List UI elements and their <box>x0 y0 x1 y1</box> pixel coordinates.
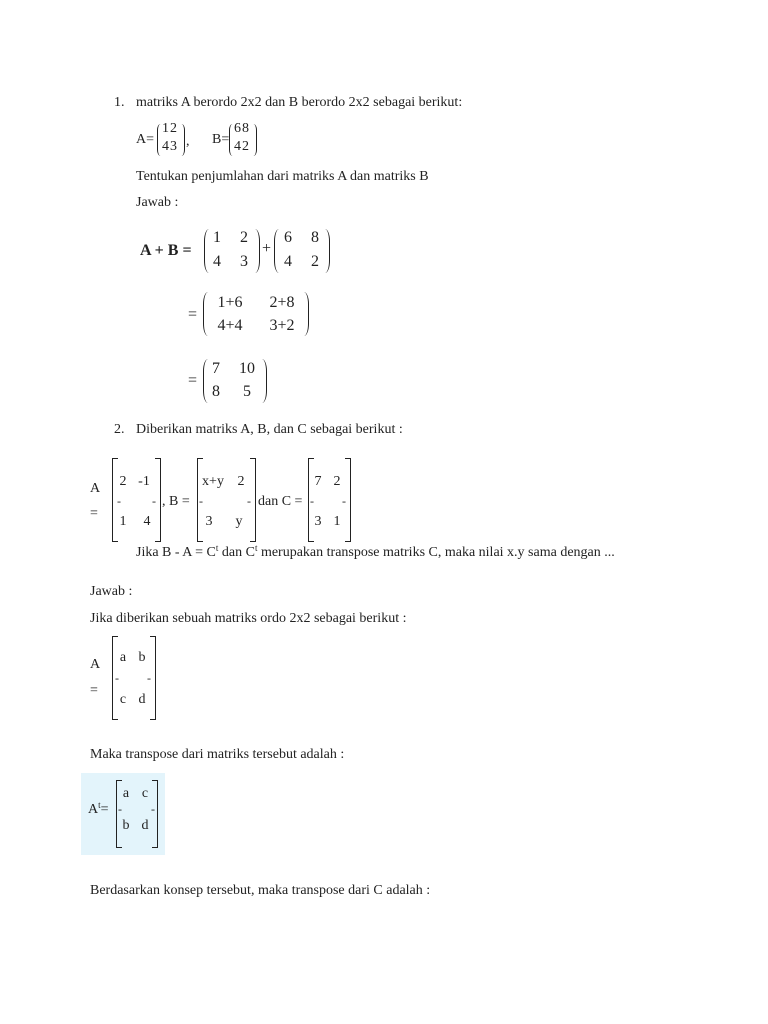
q1-step2-eq: = <box>188 306 198 323</box>
answer-conclusion: Berdasarkan konsep tersebut, maka transpose dari C adalah : <box>90 883 431 898</box>
q1-step1-m2-cell: 8 <box>311 229 319 246</box>
q1-step1-m2-cell: 4 <box>284 253 292 270</box>
q2-matrix-c-cell: 7 <box>314 474 322 489</box>
q1-step1-m1-right-paren <box>250 229 260 273</box>
q1-step2-cell: 4+4 <box>217 317 243 334</box>
answer-at-cell: c <box>141 786 149 801</box>
q2-question-sup2: t <box>254 543 258 553</box>
q1-step3-cell: 8 <box>212 383 220 400</box>
answer-at-label: A <box>88 802 99 817</box>
q2-matrix-a-eq: = <box>90 506 98 521</box>
q1-step1-m1-cell: 4 <box>213 253 221 270</box>
answer-at-label-group <box>88 802 109 818</box>
q1-matrix-b-right-paren <box>250 124 257 156</box>
q2-matrix-a-right-bracket <box>155 458 161 542</box>
q1-text: matriks A berordo 2x2 dan B berordo 2x2 sebagai berikut: <box>136 95 463 110</box>
q2-matrix-b-dash: - <box>247 494 251 508</box>
answer-label: Jawab : <box>90 584 133 599</box>
q1-step2-cell: 3+2 <box>269 317 295 334</box>
q1-matrix-a-label: A= <box>136 132 155 147</box>
q2-question-post: merupakan transpose matriks C, maka nilai x.y sama dengan ... <box>257 545 615 560</box>
q1-step3-cell: 7 <box>212 360 220 377</box>
q1-matrix-b-row2: 42 <box>234 139 250 154</box>
q2-matrix-b-cell: 3 <box>205 514 213 529</box>
q2-matrix-c-label: dan C = <box>258 494 303 509</box>
q1-matrix-a-row1: 12 <box>162 121 178 136</box>
answer-matrix-a-cell: a <box>119 650 127 665</box>
q2-matrix-b-dash: - <box>199 494 203 508</box>
answer-matrix-a-dash: - <box>147 671 151 685</box>
q1-comma: , <box>186 134 190 149</box>
q1-step1-m2-cell: 6 <box>284 229 292 246</box>
q2-matrix-b-cell: y <box>235 514 243 529</box>
q1-step1-m1-cell: 2 <box>240 229 248 246</box>
q2-matrix-a-cell: -1 <box>138 474 150 489</box>
q2-matrix-c-right-bracket <box>345 458 351 542</box>
q2-matrix-a-cell: 1 <box>119 514 127 529</box>
q2-matrix-a-cell: 4 <box>143 514 151 529</box>
q2-matrix-a-dash: - <box>152 494 156 508</box>
q1-matrix-a-right-paren <box>178 124 185 156</box>
q1-step3-eq: = <box>188 372 198 389</box>
q2-matrix-a-dash: - <box>117 494 121 508</box>
q1-step1-m1-cell: 3 <box>240 253 248 270</box>
q1-step2-right-paren <box>299 292 309 336</box>
answer-at-dash: - <box>118 802 122 816</box>
q1-step2-cell: 2+8 <box>269 294 295 311</box>
q1-step2-cell: 1+6 <box>217 294 243 311</box>
answer-matrix-a-dash: - <box>115 671 119 685</box>
answer-matrix-a-eq: = <box>90 683 98 698</box>
q1-step3-cell: 10 <box>239 360 255 377</box>
q1-matrix-a-row2: 43 <box>162 139 178 154</box>
q1-step1-plus: + <box>262 240 272 257</box>
answer-at-cell: b <box>122 818 130 833</box>
q2-matrix-c-cell: 3 <box>314 514 322 529</box>
q2-text: Diberikan matriks A, B, dan C sebagai berikut : <box>136 422 403 437</box>
answer-matrix-a-cell: d <box>138 692 146 707</box>
q2-matrix-c-cell: 2 <box>333 474 341 489</box>
q1-task: Tentukan penjumlahan dari matriks A dan matriks B <box>136 169 429 184</box>
q2-matrix-c-cell: 1 <box>333 514 341 529</box>
answer-at-cell: d <box>141 818 149 833</box>
q1-step1-lhs: A + B = <box>140 242 192 259</box>
q2-matrix-c-dash: - <box>310 494 314 508</box>
q2-matrix-b-right-bracket <box>250 458 256 542</box>
q1-step3-cell: 5 <box>243 383 251 400</box>
q2-question <box>136 545 615 561</box>
q2-question-sup1: t <box>215 543 219 553</box>
answer-at-cell: a <box>122 786 130 801</box>
q1-number: 1. <box>114 95 125 110</box>
q1-step1-m1-cell: 1 <box>213 229 221 246</box>
answer-matrix-a-cell: b <box>138 650 146 665</box>
q1-step1-m2-cell: 2 <box>311 253 319 270</box>
answer-matrix-a-label: A <box>90 657 101 672</box>
answer-matrix-a-cell: c <box>119 692 127 707</box>
q2-question-pre: Jika B - A = C <box>136 545 216 560</box>
q2-question-mid: dan C <box>218 545 255 560</box>
answer-at-sup: t <box>98 800 101 810</box>
q1-step3-right-paren <box>257 359 267 403</box>
q1-matrix-b-label: B= <box>212 132 230 147</box>
q1-answer-label: Jawab : <box>136 195 179 210</box>
q1-matrix-b-row1: 68 <box>234 121 250 136</box>
q2-matrix-b-cell: x+y <box>202 474 224 489</box>
q2-matrix-b-cell: 2 <box>237 474 245 489</box>
q2-matrix-a-label: A <box>90 481 101 496</box>
answer-at-eq: = <box>100 802 109 817</box>
q2-matrix-c-dash: - <box>342 494 346 508</box>
answer-matrix-a-right-bracket <box>150 636 156 720</box>
q2-number: 2. <box>114 422 125 437</box>
q1-step1-m2-right-paren <box>320 229 330 273</box>
answer-at-dash: - <box>151 802 155 816</box>
answer-at-right-bracket <box>152 780 158 848</box>
q2-matrix-b-label: , B = <box>162 494 190 509</box>
answer-intro: Jika diberikan sebuah matriks ordo 2x2 sebagai berikut : <box>90 611 407 626</box>
answer-transpose-text: Maka transpose dari matriks tersebut adalah : <box>90 747 345 762</box>
q2-matrix-a-cell: 2 <box>119 474 127 489</box>
